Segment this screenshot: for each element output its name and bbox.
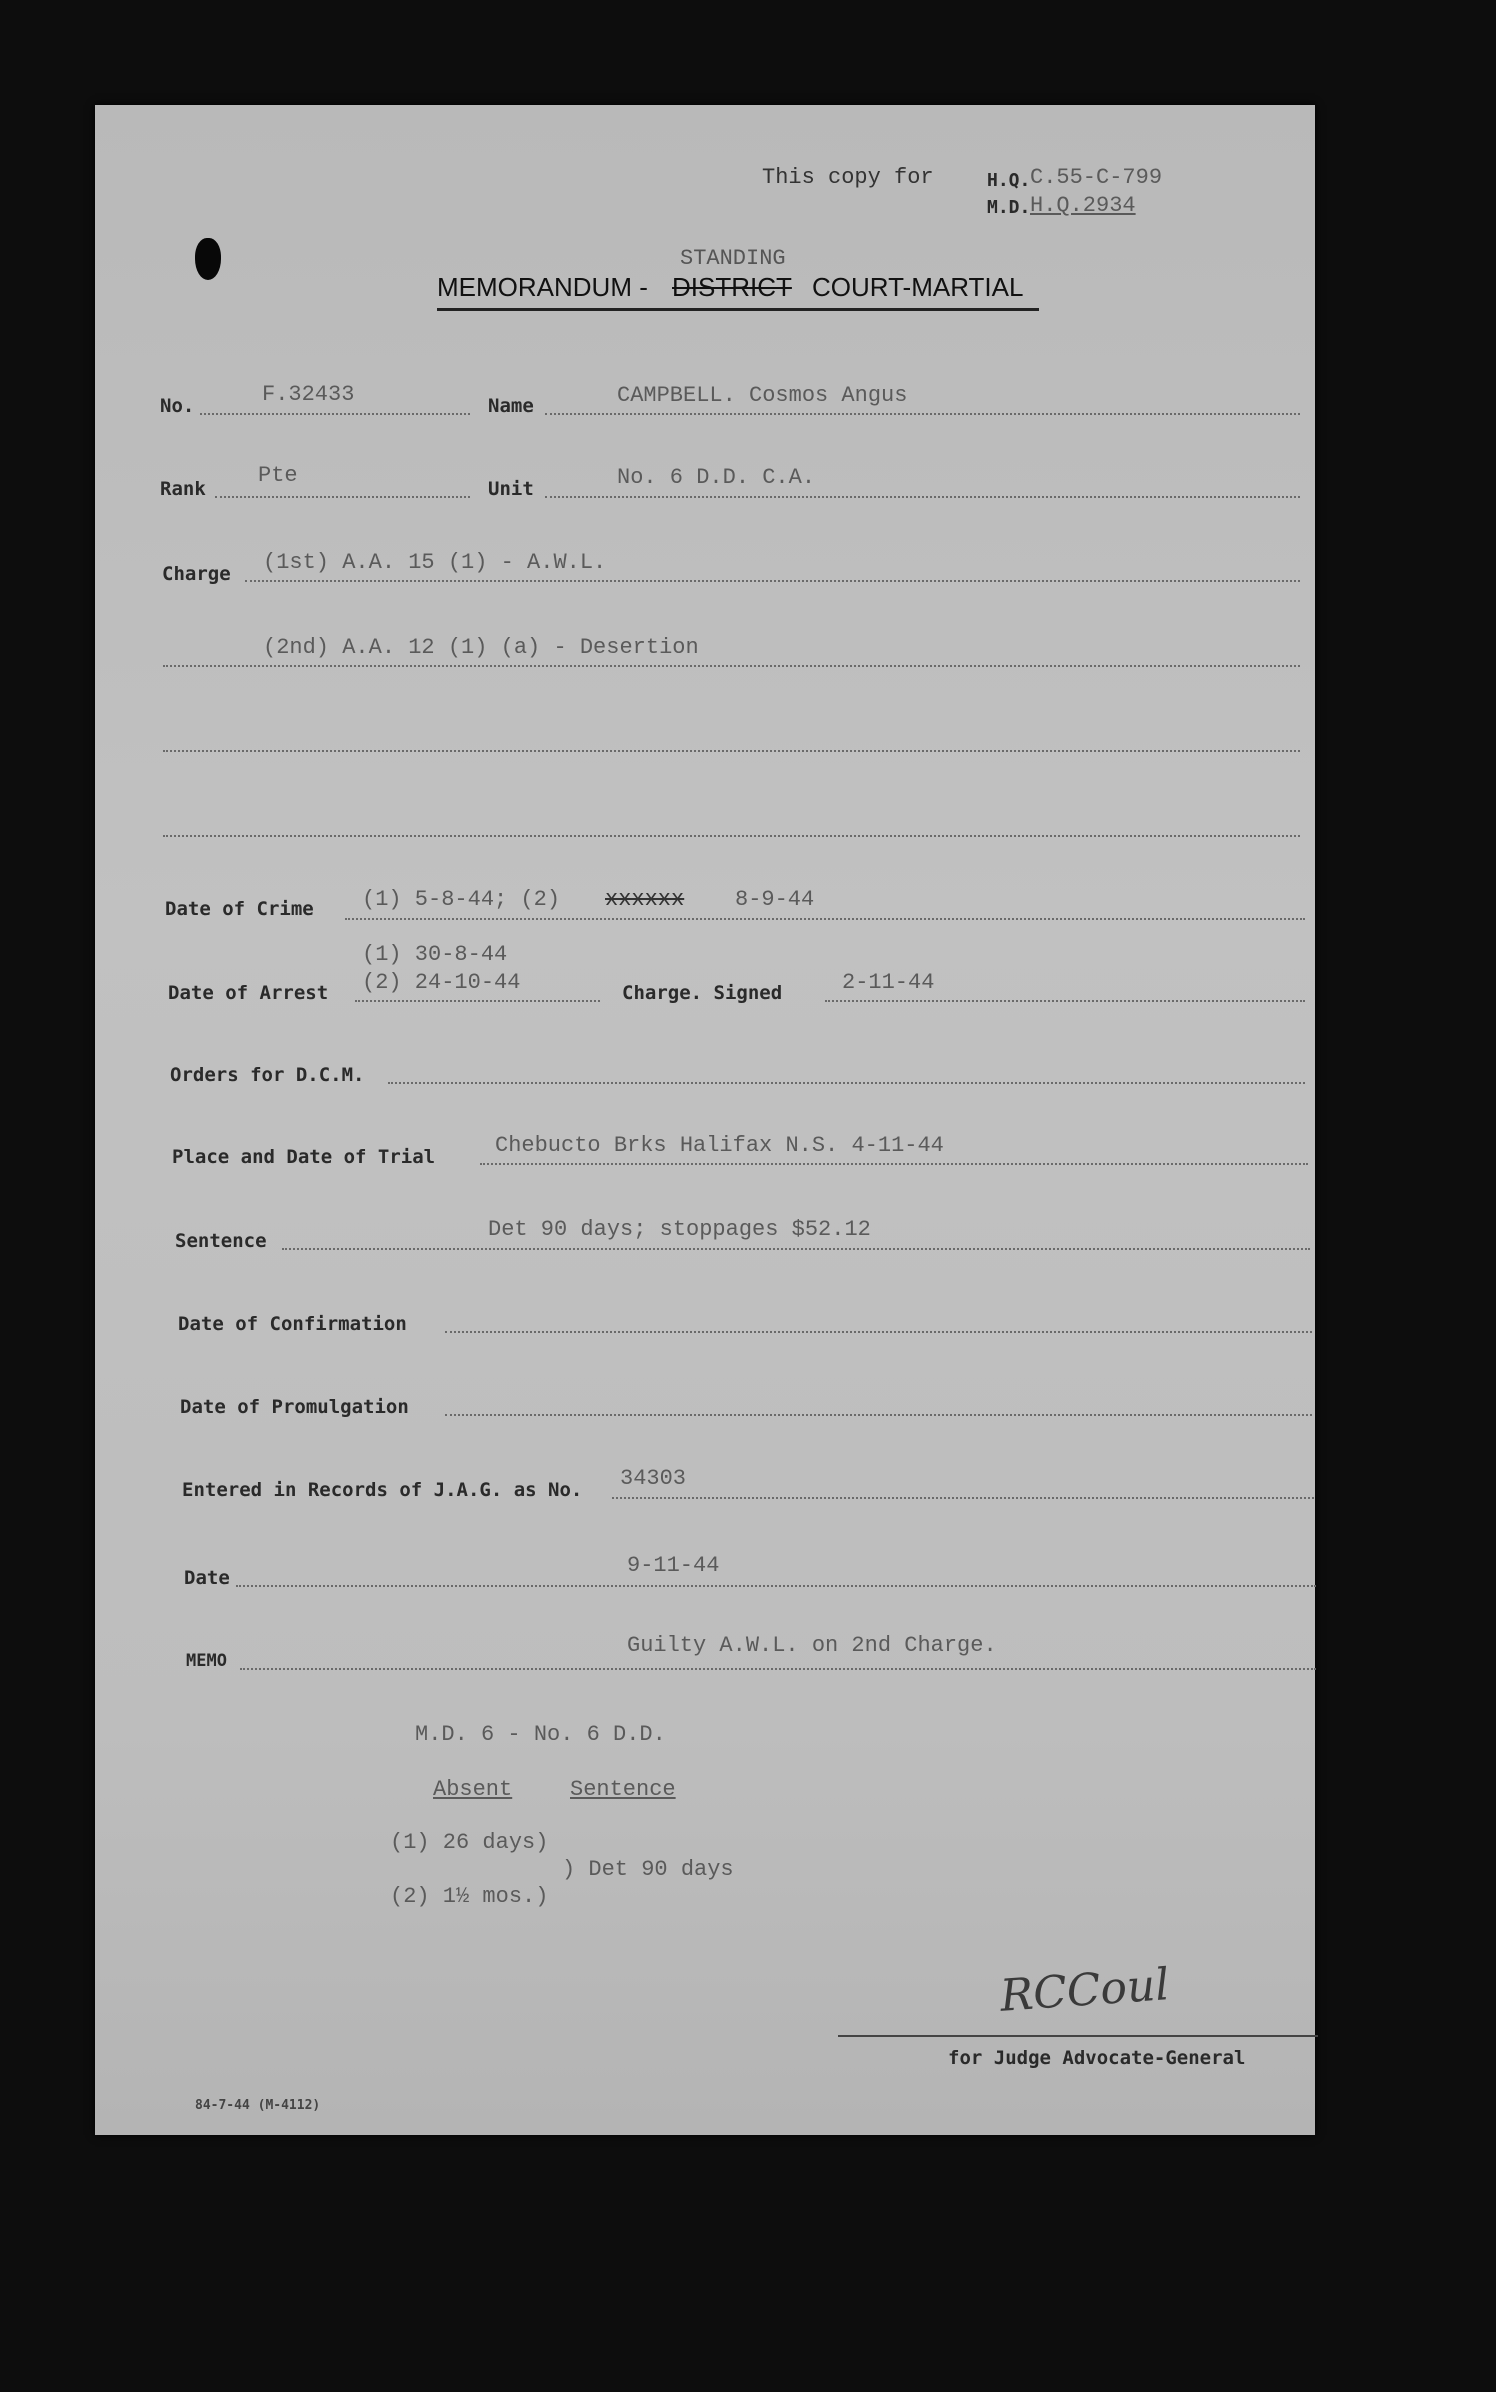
- absent-row-1: (1) 26 days): [390, 1830, 549, 1855]
- memorandum-title: MEMORANDUM -: [437, 272, 648, 302]
- no-value: F.32433: [262, 382, 355, 407]
- hq-value: C.55-C-799: [1030, 165, 1163, 190]
- crime-value-2: 8-9-44: [735, 887, 815, 912]
- signature: RCCoul: [998, 1959, 1171, 2022]
- hq-label: H.Q.: [987, 170, 1031, 191]
- standing-text: STANDING: [680, 246, 786, 271]
- date-value: 9-11-44: [627, 1553, 720, 1578]
- crime-struck: xxxxxx: [605, 887, 685, 912]
- memo-unit-line: M.D. 6 - No. 6 D.D.: [415, 1722, 666, 1747]
- sentence-line: [282, 1248, 1310, 1250]
- signature-line: [838, 2035, 1318, 2037]
- charge-line-1: [245, 580, 1300, 582]
- jag-label: Entered in Records of J.A.G. as No.: [182, 1479, 583, 1501]
- name-value: CAMPBELL. Cosmos Angus: [617, 383, 908, 408]
- orders-label: Orders for D.C.M.: [170, 1064, 365, 1086]
- absent-heading: Absent: [433, 1777, 513, 1802]
- charge-signed-value: 2-11-44: [842, 970, 935, 995]
- no-line: [200, 413, 470, 415]
- district-struck: DISTRICT: [672, 272, 792, 302]
- sentence-heading: Sentence: [570, 1777, 676, 1802]
- trial-value: Chebucto Brks Halifax N.S. 4-11-44: [495, 1133, 944, 1158]
- court-martial-title: COURT-MARTIAL: [812, 272, 1024, 302]
- charge-signed-label: Charge. Signed: [622, 982, 783, 1004]
- md-label: M.D.: [987, 197, 1031, 218]
- det-sentence: ) Det 90 days: [562, 1857, 734, 1882]
- arrest-line: [355, 1000, 600, 1002]
- memo-line: [240, 1668, 1316, 1670]
- charge-line-4: [163, 835, 1300, 837]
- name-line: [545, 413, 1300, 415]
- charge-line-2: [163, 665, 1300, 667]
- memo-value: Guilty A.W.L. on 2nd Charge.: [627, 1633, 997, 1658]
- unit-line: [545, 496, 1300, 498]
- sentence-value: Det 90 days; stoppages $52.12: [488, 1217, 871, 1242]
- rank-value: Pte: [258, 463, 298, 488]
- trial-label: Place and Date of Trial: [172, 1146, 436, 1168]
- name-label: Name: [488, 395, 534, 417]
- form-code: 84-7-44 (M-4112): [195, 2098, 321, 2113]
- md-value: H.Q.2934: [1030, 193, 1136, 218]
- crime-value: (1) 5-8-44; (2): [362, 887, 561, 912]
- rank-label: Rank: [160, 478, 206, 500]
- charge-line-3: [163, 750, 1300, 752]
- charge-2: (2nd) A.A. 12 (1) (a) - Desertion: [263, 635, 699, 660]
- promulgation-label: Date of Promulgation: [180, 1396, 409, 1418]
- for-jag-label: for Judge Advocate-General: [948, 2047, 1246, 2069]
- crime-label: Date of Crime: [165, 898, 314, 920]
- absent-row-2: (2) 1½ mos.): [390, 1884, 549, 1909]
- unit-value: No. 6 D.D. C.A.: [617, 465, 816, 490]
- no-label: No.: [160, 395, 195, 417]
- arrest-value: (2) 24-10-44: [362, 970, 521, 995]
- jag-value: 34303: [620, 1466, 687, 1491]
- charge-1: (1st) A.A. 15 (1) - A.W.L.: [263, 550, 607, 575]
- confirmation-line: [445, 1331, 1312, 1333]
- orders-line: [388, 1082, 1305, 1084]
- title-underline: [437, 308, 1039, 311]
- charge-signed-line: [825, 1000, 1305, 1002]
- arrest-line-1: (1) 30-8-44: [362, 942, 508, 967]
- rank-line: [215, 496, 470, 498]
- memo-label: MEMO: [186, 1651, 227, 1671]
- confirmation-label: Date of Confirmation: [178, 1313, 407, 1335]
- crime-line: [345, 918, 1305, 920]
- date-label: Date: [184, 1567, 230, 1589]
- charge-label: Charge: [162, 563, 231, 585]
- date-line: [236, 1585, 1316, 1587]
- sentence-label: Sentence: [175, 1230, 267, 1252]
- unit-label: Unit: [488, 478, 534, 500]
- ink-blot: [195, 238, 221, 280]
- copy-label: This copy for: [762, 165, 934, 190]
- document-page: [95, 105, 1315, 2135]
- jag-line: [612, 1497, 1314, 1499]
- promulgation-line: [445, 1414, 1312, 1416]
- trial-line: [480, 1163, 1308, 1165]
- arrest-label: Date of Arrest: [168, 982, 329, 1004]
